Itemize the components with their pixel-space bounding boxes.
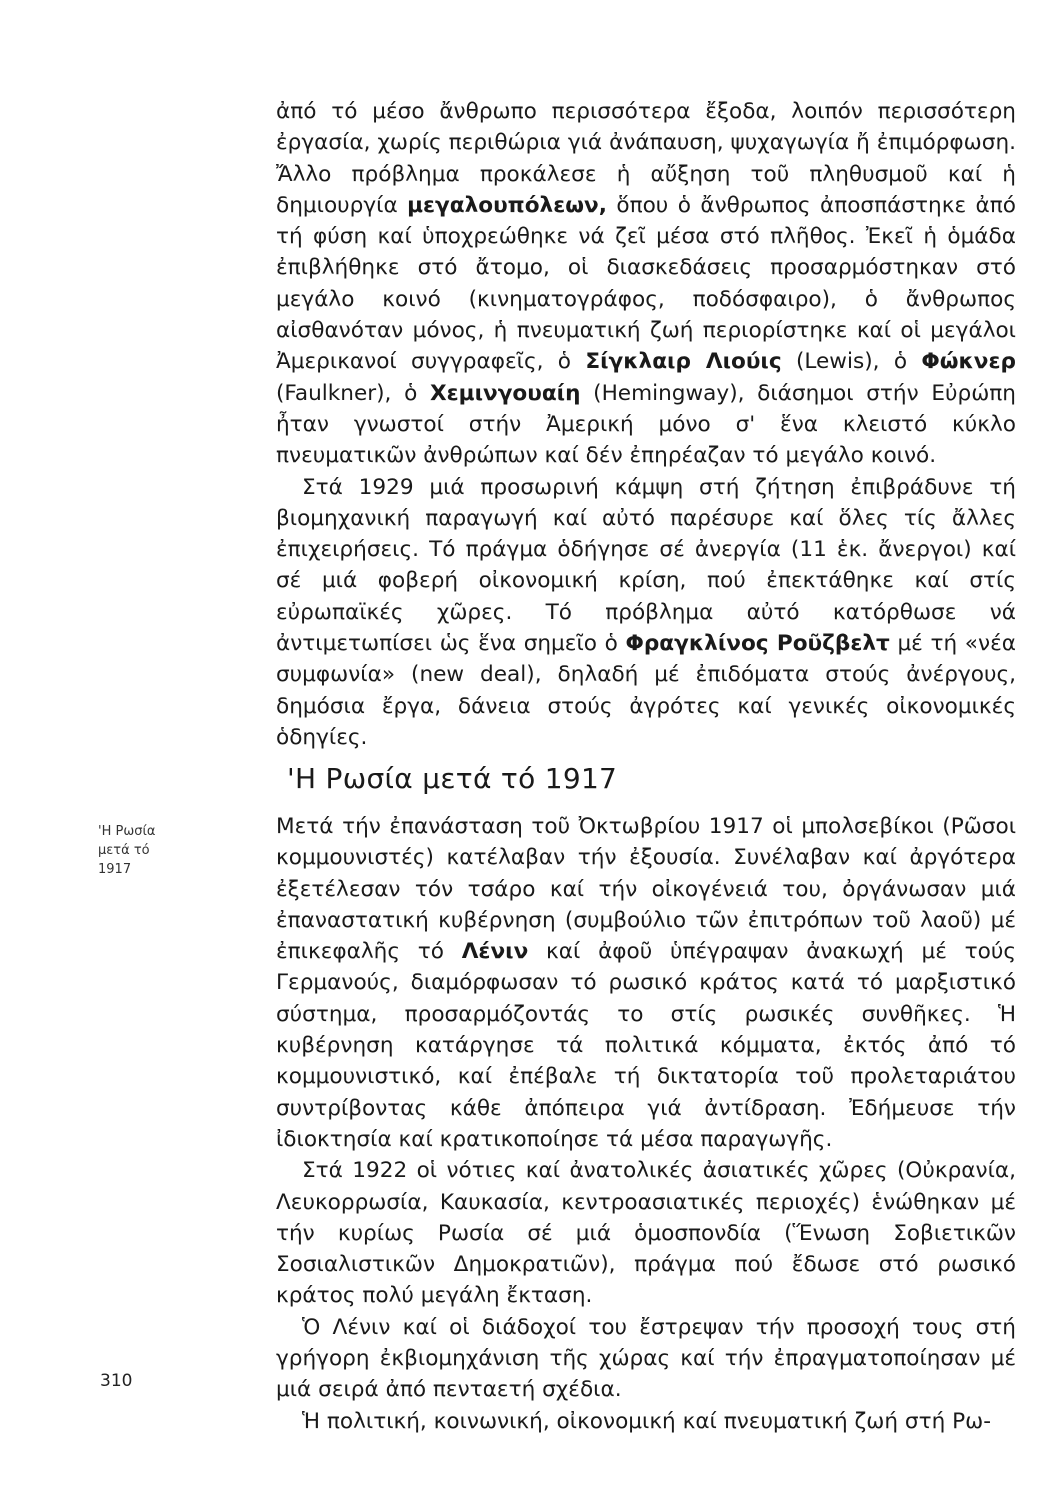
paragraph (276, 1406, 1016, 1437)
paragraph (276, 472, 1016, 754)
bold-term: Φραγκλίνος Ροῦζβελτ (625, 631, 890, 657)
bold-term: Φώκνερ (921, 349, 1016, 375)
text-run: Στά 1922 οἱ νότιες καί ἀνατολικές ἀσιατικές χῶρες (Οὐκρανία, Λευκορρωσία, Καυκασία, κεντροασιατικές περιοχές) ἑνώθηκαν μέ τήν κυρίως Ρωσία σέ μιά ὁμοσπονδία (Ἕνωση Σοβιετικῶν Σοσιαλιστικῶν Δημοκρατιῶν), πράγμα πού ἔδωσε στό ρωσικό κράτος πολύ μεγάλη ἔκταση. (276, 1158, 1016, 1309)
text-run: Ὁ Λένιν καί οἱ διάδοχοί του ἔστρεψαν τήν προσοχή τους στή γρήγορη ἐκβιομηχάνιση τῆς χώρας καί τήν ἐπραγματοποίησαν μέ μιά σειρά ἀπό πενταετή σχέδια. (276, 1314, 1016, 1403)
paragraph (276, 96, 1016, 472)
section-heading: 'Η Ρωσία μετά τό 1917 (287, 762, 618, 795)
margin-note: 'Η Ρωσία μετά τό 1917 (98, 824, 156, 877)
text-run: Ἡ πολιτική, κοινωνική, οἰκονομική καί πνευματική ζωή στή Ρω- (302, 1408, 992, 1434)
text-run: καί ἀφοῦ ὑπέγραψαν ἀνακωχή μέ τούς Γερμανούς, διαμόρφωσαν τό ρωσικό κράτος κατά τό μαρξιστικό σύστημα, προσαρμόζοντάς το στίς ρωσικές συνθῆκες. Ἡ κυβέρνηση κατάργησε τά πολιτικά κόμματα, ἐκτός ἀπό τό κομμουνιστικό, καί ἐπέβαλε τή δικτατορία τοῦ προλεταριάτου συντρίβοντας κάθε ἀπόπειρα γιά ἀντίδραση. Ἐδήμευσε τήν ἰδιοκτησία καί κρατικοποίησε τά μέσα παραγωγῆς. (276, 939, 1016, 1152)
body-text-top (276, 96, 1016, 753)
text-run: ὅπου ὁ ἄνθρωπος ἀποσπάστηκε ἀπό τή φύση καί ὑποχρεώθηκε νά ζεῖ μέσα στό πλῆθος. Ἐκεῖ ἡ ὁμάδα ἐπιβλήθηκε στό ἄτομο, οἱ διασκεδάσεις προσαρμόστηκαν στό μεγάλο κοινό (κινηματογράφος, ποδόσφαιρο), ὁ ἄνθρωπος αἰσθανόταν μόνος, ἡ πνευματική ζωή περιορίστηκε καί οἱ μεγάλοι Ἀμερικανοί συγγραφεῖς, ὁ (276, 192, 1016, 375)
bold-term: μεγαλουπόλεων, (407, 192, 607, 218)
text-run: Στά 1929 μιά προσωρινή κάμψη στή ζήτηση ἐπιβράδυνε τή βιομηχανική παραγωγή καί αὐτό παρέσυρε καί ὅλες τίς ἄλλες ἐπιχειρήσεις. Τό πράγμα ὁδήγησε σέ ἀνεργία (11 ἑκ. ἄνεργοι) καί σέ μιά φοβερή οἰκονομική κρίση, πού ἐπεκτάθηκε καί στίς εὐρωπαϊκές χῶρες. Τό πρόβλημα αὐτό κατόρθωσε νά ἀντιμετωπίσει ὡς ἕνα σημεῖο ὁ (276, 474, 1016, 657)
text-run: Μετά τήν ἐπανάσταση τοῦ Ὀκτωβρίου 1917 οἱ μπολσεβίκοι (Ρῶσοι κομμουνιστές) κατέλαβαν τήν ἐξουσία. Συνέλαβαν καί ἀργότερα ἐξετέλεσαν τόν τσάρο καί τήν οἰκογένειά του, ὀργάνωσαν μιά ἐπαναστατική κυβέρνηση (συμβούλιο τῶν ἐπιτρόπων τοῦ λαοῦ) μέ ἐπικεφαλῆς τό (276, 814, 1016, 965)
bold-term: Λένιν (461, 939, 529, 965)
text-run: (Lewis), ὁ (781, 349, 922, 375)
text-run: ἀπό τό μέσο ἄνθρωπο περισσότερα ἔξοδα, λοιπόν περισσότερη ἐργασία, χωρίς περιθώρια γιά ἀνάπαυση, ψυχαγωγία ἤ ἐπιμόρφωση. Ἄλλο πρόβλημα προκάλεσε ἡ αὔξηση τοῦ πληθυσμοῦ καί ἡ δημιουργία (276, 99, 1016, 218)
paragraph (276, 1312, 1016, 1406)
text-run: (Faulkner), ὁ (276, 380, 431, 406)
text-run: μέ τή «νέα συμφωνία» (new deal), δηλαδή μέ ἐπιδόματα στούς ἀνέργους, δημόσια ἔργα, δάνεια στούς ἀγρότες καί γενικές οἰκονομικές ὁδηγίες. (276, 631, 1016, 750)
page-number: 310 (100, 1371, 133, 1391)
paragraph (276, 811, 1016, 1155)
bold-term: Σίγκλαιρ Λιούις (585, 349, 782, 375)
paragraph (276, 1155, 1016, 1311)
bold-term: Χεμινγουαίη (430, 380, 581, 406)
text-run: (Hemingway), διάσημοι στήν Εὐρώπη ἦταν γνωστοί στήν Ἀμερική μόνο σ' ἕνα κλειστό κύκλο πνευματικῶν ἀνθρώπων καί δέν ἐπηρέαζαν τό μεγάλο κοινό. (276, 380, 1016, 469)
body-text-russia (276, 811, 1016, 1437)
